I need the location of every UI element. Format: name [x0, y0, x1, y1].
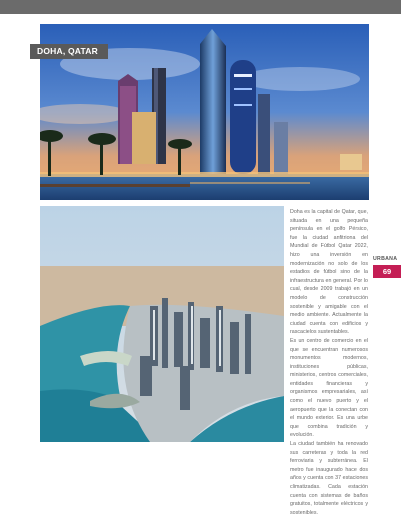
- article-paragraph: Es un centro de comercio en el que se encuentran numerosos monumentos modernos, instituciones públicas, ministerios, centros comerciales, entidades financieras y organismos empresariales, así como el nuevo puerto y el aeropuerto que la conectan con el mundo exterior. Es una urbe que combina tradición y evolución.: [290, 337, 368, 439]
- article-body: [290, 208, 368, 517]
- section-name: URBANA: [373, 256, 398, 262]
- top-bar: [0, 0, 401, 14]
- doha-aerial-photo: [40, 206, 284, 442]
- page-number: 69: [373, 265, 401, 278]
- section-tab: [373, 256, 401, 278]
- article-paragraph: Doha es la capital de Qatar, que, situada en una pequeña península en el golfo Pérsico, fue la ciudad anfitriona del Mundial de Fútbol Qatar 2022, hizo una inversión en modernización no solo de los estadios de fútbol sino de la infraestructura en general. Por lo cual, desde 2009 trabajó en un modelo de construcción sostenible y amigable con el medio ambiente. Actualmente la ciudad cuenta con edificios y rascacielos sustentables.: [290, 209, 368, 336]
- location-label: DOHA, QATAR: [30, 44, 108, 59]
- article-paragraph: La ciudad también ha renovado sus carreteras y toda la red ferroviaria y subterránea. El metro fue inaugurado hace dos años y cuenta con 37 estaciones climatizadas. Cada estación cuenta con sistemas de baños gratuitos, totalmente eléctricos y sostenibles.: [290, 441, 368, 516]
